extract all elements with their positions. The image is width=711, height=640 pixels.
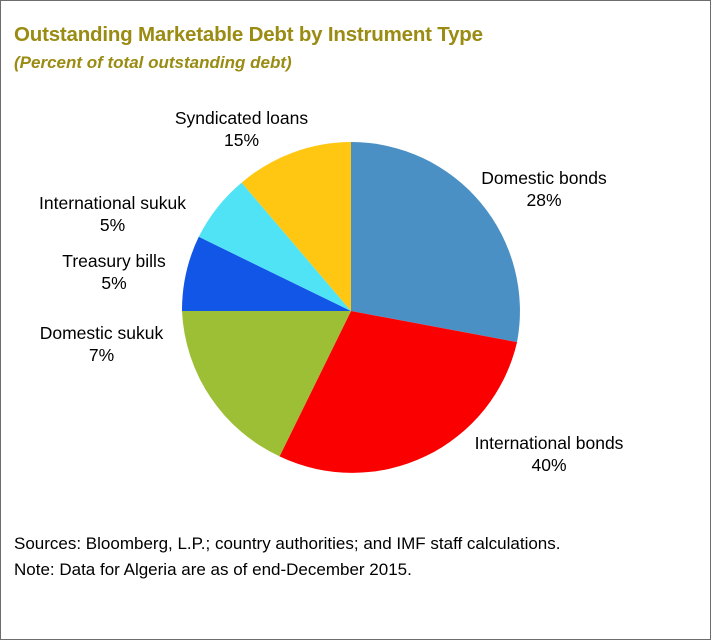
- label-domestic-bonds-name: Domestic bonds: [481, 168, 607, 188]
- footnotes: [14, 531, 560, 582]
- label-international-bonds-value: 40%: [531, 454, 567, 475]
- label-treasury-bills-name: Treasury bills: [62, 251, 166, 271]
- label-international-sukuk: [25, 193, 200, 237]
- label-domestic-bonds-value: 28%: [526, 189, 562, 210]
- footnote-sources: Sources: Bloomberg, L.P.; country authorities; and IMF staff calculations.: [14, 534, 561, 553]
- pie-chart: [1, 96, 710, 521]
- label-syndicated-loans: [169, 108, 314, 152]
- label-domestic-bonds: [469, 168, 619, 212]
- label-international-bonds-name: International bonds: [474, 433, 624, 453]
- label-international-bonds: [464, 433, 634, 477]
- label-international-sukuk-value: 5%: [99, 214, 126, 235]
- label-treasury-bills: [49, 251, 179, 295]
- label-syndicated-loans-value: 15%: [223, 129, 260, 150]
- label-treasury-bills-value: 5%: [101, 272, 127, 293]
- footnote-note: Note: Data for Algeria are as of end-December 2015.: [14, 559, 412, 579]
- label-international-sukuk-name: International sukuk: [39, 193, 186, 213]
- page-title: Outstanding Marketable Debt by Instrument Type: [14, 23, 483, 46]
- label-domestic-sukuk-name: Domestic sukuk: [39, 323, 164, 343]
- label-syndicated-loans-name: Syndicated loans: [174, 108, 309, 128]
- page-subtitle: (Percent of total outstanding debt): [14, 53, 292, 72]
- label-domestic-sukuk: [24, 323, 179, 367]
- label-domestic-sukuk-value: 7%: [88, 344, 115, 365]
